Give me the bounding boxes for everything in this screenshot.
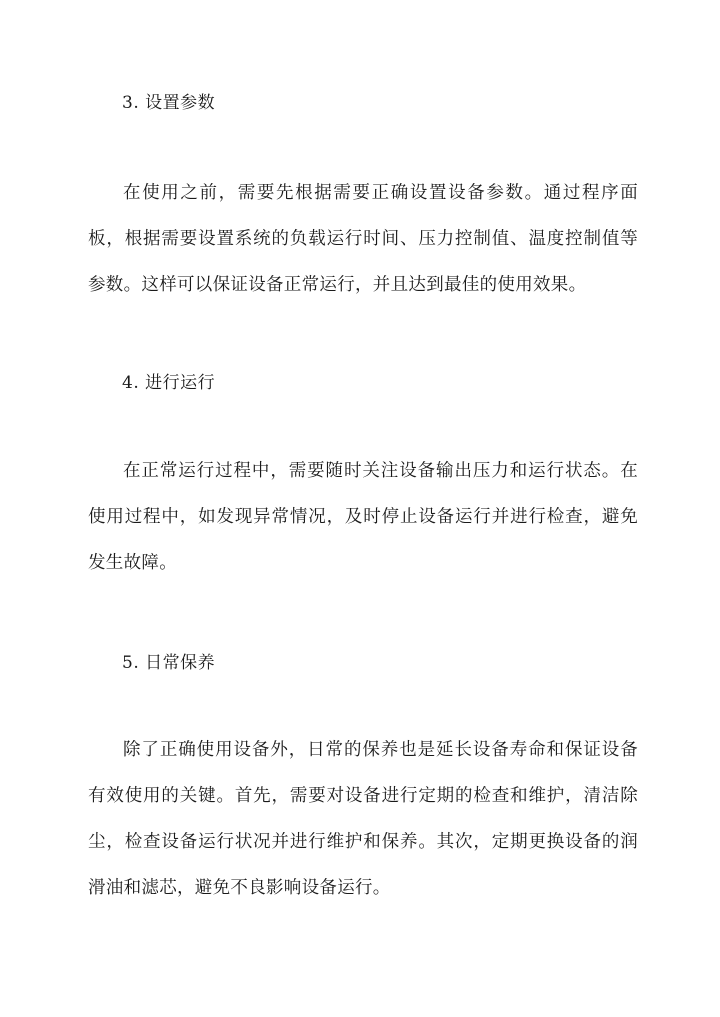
section-body-4: 在正常运行过程中，需要随时关注设备输出压力和运行状态。在使用过程中，如发现异常情况，及时停止设备运行并进行检查，避免发生故障。 — [88, 461, 638, 573]
section-heading-5: 5. 日常保养 — [122, 653, 216, 673]
section-body-5: 除了正确使用设备外，日常的保养也是延长设备寿命和保证设备有效使用的关键。首先，需要对设备进行定期的检查和维护，清洁除尘，检查设备运行状况并进行维护和保养。其次，定期更换设备的润滑油和滤芯，避免不良影响设备运行。 — [88, 740, 638, 898]
section-body-3: 在使用之前，需要先根据需要正确设置设备参数。通过程序面板，根据需要设置系统的负载运行时间、压力控制值、温度控制值等参数。这样可以保证设备正常运行，并且达到最佳的使用效果。 — [88, 183, 638, 295]
section-heading-4: 4. 进行运行 — [122, 373, 216, 393]
section-heading-3: 3. 设置参数 — [122, 93, 216, 113]
